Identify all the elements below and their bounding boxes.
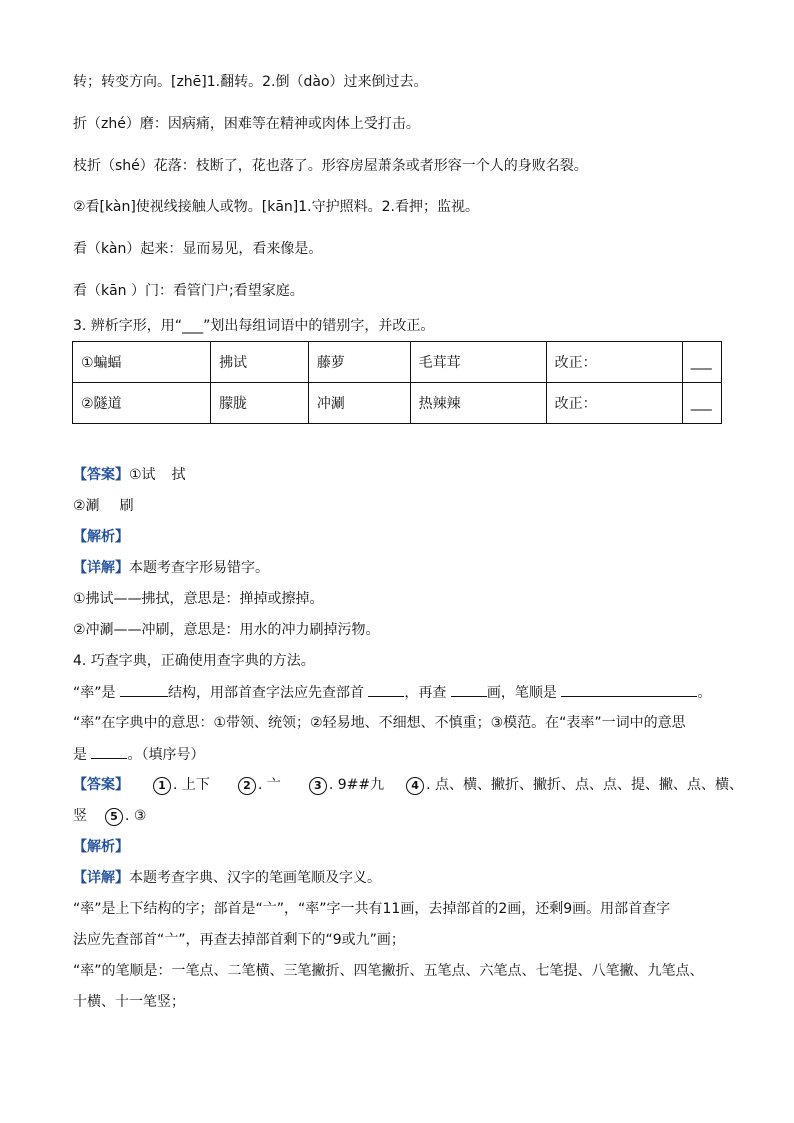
fill-blank[interactable]	[91, 744, 127, 759]
text-line: “率”在字典中的意思：①带领、统领；②轻易地、不细想、不慎重；③模范。在“表率”一词中的意思	[73, 715, 686, 731]
answer-label: 【答案】	[73, 777, 129, 793]
text-line: 看（kān ）门：看管门户;看望家庭。	[73, 283, 304, 299]
q4-sentence-1	[73, 682, 711, 703]
fill-blank[interactable]	[451, 682, 487, 697]
answer-item: . 9##九	[328, 777, 385, 793]
q4-text: ，再查	[404, 685, 447, 701]
text-line: ①拂试——拂拭，意思是：掸掉或擦掉。	[73, 591, 324, 607]
analysis-label: 【解析】	[73, 839, 129, 855]
answer-item: . 上下	[173, 777, 210, 793]
answer-item: 拭	[171, 467, 186, 483]
q4-detail	[73, 868, 381, 888]
analysis-label: 【解析】	[73, 529, 129, 545]
q3-detail	[73, 558, 269, 578]
text-line: “率”的笔顺是：一笔点、二笔横、三笔撇折、四笔撇折、五笔点、六笔点、七笔提、八笔撇、九笔点、	[73, 963, 704, 979]
fill-blank[interactable]	[368, 682, 404, 697]
detail-label: 【详解】	[73, 560, 129, 576]
text-line: 看（kàn）起来：显而易见，看来像是。	[73, 241, 323, 257]
q3-answer	[73, 465, 186, 485]
answer-blank[interactable]: ___	[682, 342, 721, 383]
table-cell: 热辣辣	[410, 383, 546, 424]
text-line: 转；转变方向。[zhē]1.翻转。2.倒（dào）过来倒过去。	[73, 74, 428, 90]
table-cell: 改正：	[546, 383, 682, 424]
fill-blank[interactable]	[120, 682, 168, 697]
q4-text: 结构，用部首查字法应先查部首	[167, 685, 364, 701]
table-cell: 藤萝	[308, 342, 410, 383]
table-cell: 毛茸茸	[410, 342, 546, 383]
q3-answer-line-2	[73, 496, 134, 516]
q3-underline-sample: ___	[182, 318, 204, 334]
text-line: 十横、十一笔竖；	[73, 994, 185, 1010]
table-row	[73, 383, 722, 424]
text-line: ②冲涮——冲刷，意思是：用水的冲力刷掉污物。	[73, 622, 380, 638]
answer-number: 2	[238, 777, 256, 795]
table-cell: 冲涮	[308, 383, 410, 424]
answer-item: . 亠	[257, 777, 281, 793]
text-line: ②看[kàn]使视线接触人或物。[kān]1.守护照料。2.看押；监视。	[73, 199, 479, 215]
fill-blank[interactable]	[561, 682, 697, 697]
table-cell: 朦胧	[211, 383, 309, 424]
q3-text-a: 3. 辨析字形，用“	[73, 318, 183, 334]
text-line: 折（zhé）磨：因病痛，困难等在精神或肉体上受打击。	[73, 116, 420, 132]
answer-number: 5	[105, 808, 123, 826]
q4-text: “率”是	[73, 685, 116, 701]
answer-label: 【答案】	[73, 467, 129, 483]
q4-text: 画，笔顺是	[486, 685, 557, 701]
word-table	[72, 341, 722, 424]
table-cell: 改正：	[546, 342, 682, 383]
q3-text-b: ”划出每组词语中的错别字，并改正。	[203, 318, 435, 334]
text-line: “率”是上下结构的字；部首是“亠”，“率”字一共有11画，去掉部首的2画，还剩9画。用部首查字	[73, 901, 671, 917]
detail-label: 【详解】	[73, 870, 129, 886]
q4-sentence-3	[73, 744, 204, 765]
answer-item: ②涮	[73, 498, 100, 514]
answer-item: . ③	[125, 808, 147, 824]
question-3-title	[73, 316, 434, 336]
detail-text: 本题考查字典、汉字的笔画笔顺及字义。	[129, 870, 381, 886]
question-4-title: 4. 巧查字典，正确使用查字典的方法。	[73, 653, 315, 669]
answer-item: ①试	[129, 467, 156, 483]
detail-text: 本题考查字形易错字。	[129, 560, 269, 576]
q4-text: 是	[73, 747, 87, 763]
table-cell: ①蝙蝠	[73, 342, 211, 383]
answer-number: 4	[406, 777, 424, 795]
table-cell: ②隧道	[73, 383, 211, 424]
answer-number: 1	[153, 777, 171, 795]
q4-text: 。	[697, 685, 712, 701]
answer-item: 竖	[73, 808, 87, 824]
q4-text: 。（填序号）	[127, 747, 205, 763]
q4-answer	[73, 775, 743, 795]
text-line: 法应先查部首“亠”，再查去掉部首剩下的“9或九”画；	[73, 932, 405, 948]
answer-item: 刷	[119, 498, 134, 514]
table-row	[73, 342, 722, 383]
table-cell: 拂试	[211, 342, 309, 383]
answer-item: . 点、横、撇折、撇折、点、点、提、撇、点、横、	[426, 777, 743, 793]
answer-number: 3	[309, 777, 327, 795]
answer-blank[interactable]: ___	[682, 383, 721, 424]
q4-answer-line-2	[73, 806, 146, 826]
text-line: 枝折（shé）花落：枝断了，花也落了。形容房屋萧条或者形容一个人的身败名裂。	[73, 158, 588, 174]
